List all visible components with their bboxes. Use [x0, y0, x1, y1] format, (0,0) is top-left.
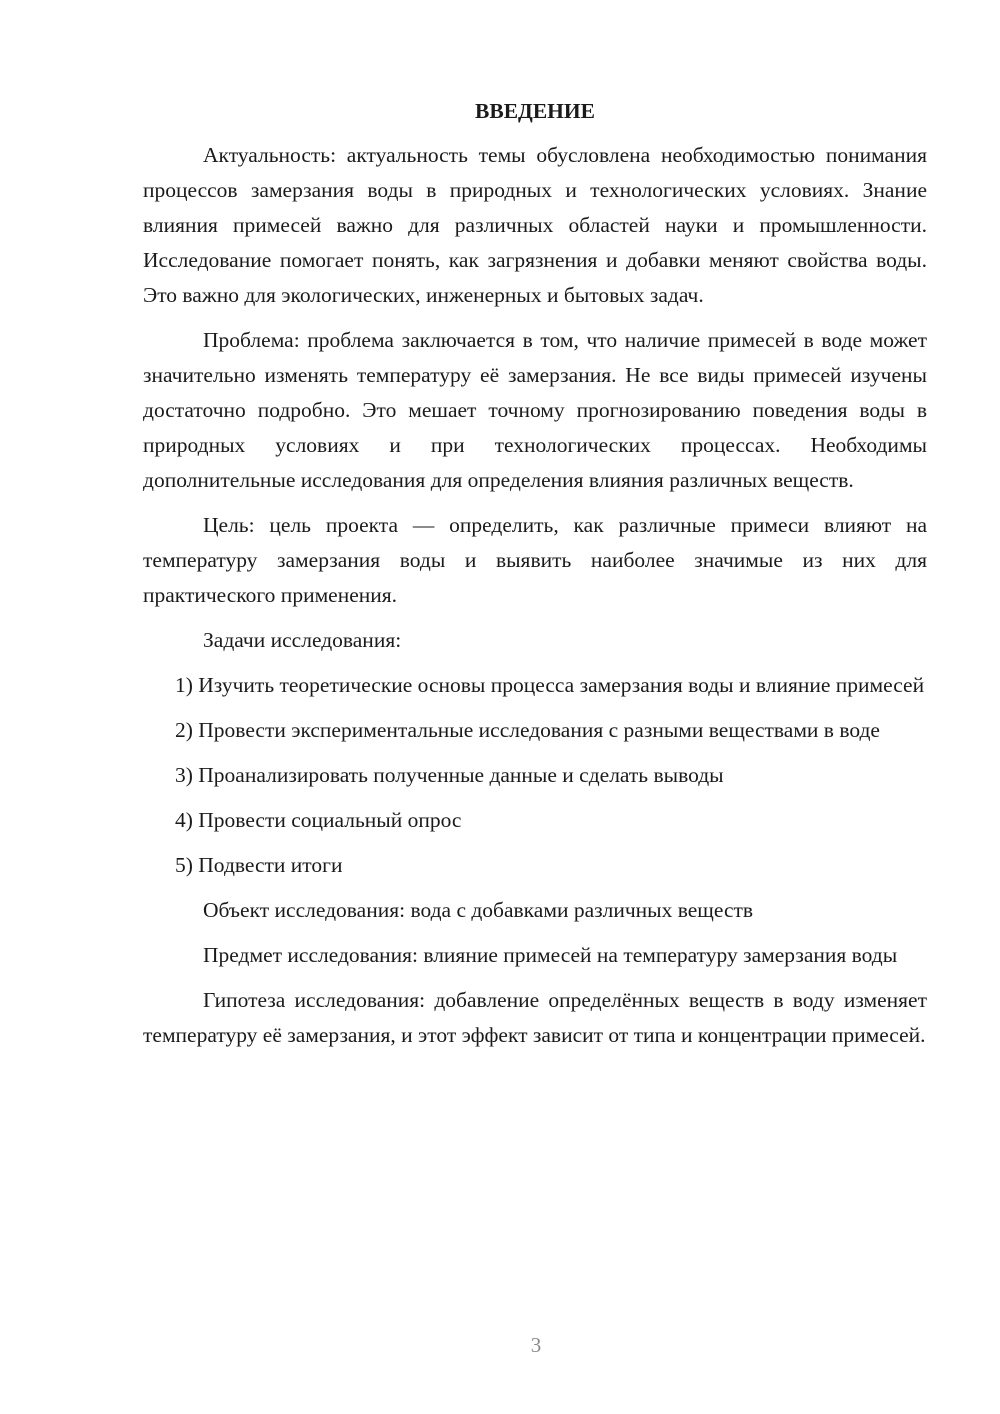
- relevance-paragraph: Актуальность: актуальность темы обусловлена необходимостью понимания процессов замерзания воды в природных и технологических условиях. Знание влияния примесей важно для различных областей науки и промышленности. Исследование помогает понять, как загрязнения и добавки меняют свойства воды. Это важно для экологических, инженерных и бытовых задач.: [143, 143, 927, 307]
- page-content: [143, 96, 927, 1063]
- research-object: Объект исследования: вода с добавками различных веществ: [203, 898, 754, 922]
- task-item-3: 3) Проанализировать полученные данные и сделать выводы: [175, 763, 724, 787]
- goal-paragraph: Цель: цель проекта — определить, как различные примеси влияют на температуру замерзания воды и выявить наиболее значимые из них для практического применения.: [143, 513, 927, 607]
- section-heading: ВВЕДЕНИЕ: [475, 99, 595, 123]
- page-number: 3: [530, 1333, 542, 1357]
- research-hypothesis: Гипотеза исследования: добавление определённых веществ в воду изменяет температуру её замерзания, и этот эффект зависит от типа и концентрации примесей.: [143, 988, 927, 1047]
- task-item-2: 2) Провести экспериментальные исследования с разными веществами в воде: [175, 718, 880, 742]
- task-item-4: 4) Провести социальный опрос: [175, 808, 462, 832]
- task-item-1: 1) Изучить теоретические основы процесса замерзания воды и влияние примесей: [175, 673, 925, 697]
- task-item-5: 5) Подвести итоги: [175, 853, 343, 877]
- research-subject: Предмет исследования: влияние примесей на температуру замерзания воды: [203, 943, 898, 967]
- problem-paragraph: Проблема: проблема заключается в том, что наличие примесей в воде может значительно изменять температуру её замерзания. Не все виды примесей изучены достаточно подробно. Это мешает точному прогнозированию поведения воды в природных условиях и при технологических процессах. Необходимы дополнительные исследования для определения влияния различных веществ.: [143, 328, 927, 492]
- tasks-heading: Задачи исследования:: [203, 628, 402, 652]
